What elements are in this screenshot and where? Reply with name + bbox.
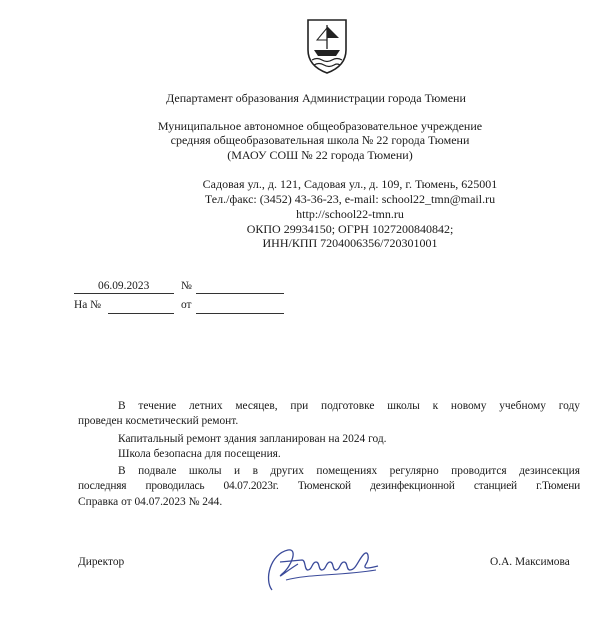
- paragraph-4-line-3: Справка от 04.07.2023 № 244.: [78, 496, 223, 508]
- org-name-line-2: средняя общеобразовательная школа № 22 города Тюмени: [170, 133, 470, 147]
- incoming-number-label: На №: [74, 299, 101, 311]
- org-short-name: (МАОУ СОШ № 22 города Тюмени): [227, 148, 413, 162]
- paragraph-1-line-1: В течение летних месяцев, при подготовке школы к новому учебному году: [118, 400, 580, 412]
- outgoing-date-underline: [74, 293, 174, 294]
- outgoing-number-label: №: [181, 280, 192, 292]
- signer-name: О.А. Максимова: [490, 556, 570, 568]
- paragraph-4-line-2: последняя проводилась 04.07.2023г. Тюменской дезинфекционной станцией г.Тюмени: [78, 480, 580, 492]
- outgoing-date: 06.09.2023: [98, 280, 150, 292]
- paragraph-3: Школа безопасна для посещения.: [118, 448, 281, 460]
- org-address: Садовая ул., д. 121, Садовая ул., д. 109, г. Тюмень, 625001: [202, 177, 498, 191]
- org-name-line-1: Муниципальное автономное общеобразовательное учреждение: [157, 119, 483, 133]
- signer-position: Директор: [78, 556, 125, 568]
- tyumen-coat-of-arms-icon: [306, 16, 348, 76]
- incoming-date-label: от: [181, 299, 192, 311]
- paragraph-4-line-1: В подвале школы и в других помещениях регулярно проводится дезинсекция: [118, 465, 580, 477]
- handwritten-signature-icon: [258, 540, 388, 595]
- org-okpo-ogrn: ОКПО 29934150; ОГРН 1027200840842;: [246, 222, 454, 236]
- paragraph-2: Капитальный ремонт здания запланирован на 2024 год.: [118, 433, 387, 445]
- org-inn-kpp: ИНН/КПП 7204006356/720301001: [262, 236, 438, 250]
- incoming-number-underline: [108, 313, 174, 314]
- department-name: Департамент образования Администрации города Тюмени: [166, 91, 466, 105]
- incoming-date-underline: [196, 313, 284, 314]
- redaction-box: [196, 272, 236, 290]
- org-phone-email: Тел./факс: (3452) 43-36-23, e-mail: school22_tmn@mail.ru: [204, 192, 496, 206]
- paragraph-1-line-2: проведен косметический ремонт.: [78, 415, 239, 427]
- outgoing-number-underline: [196, 293, 284, 294]
- org-website[interactable]: http://school22-tmn.ru: [296, 207, 404, 221]
